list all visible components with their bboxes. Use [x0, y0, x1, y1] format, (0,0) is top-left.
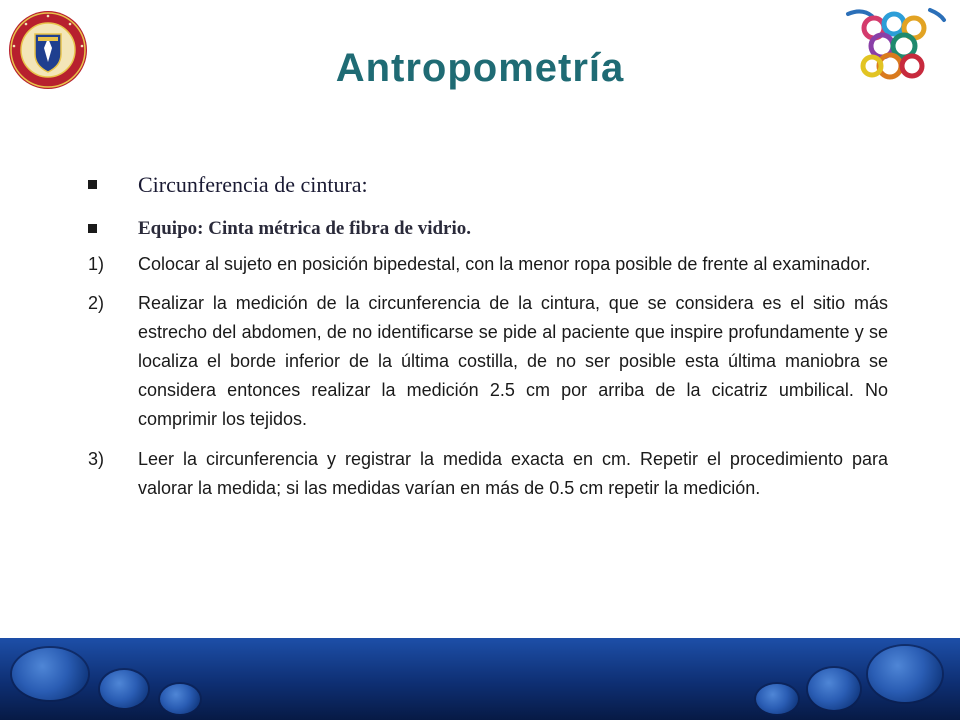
page-title: Antropometría: [335, 46, 625, 90]
step-text: Realizar la medición de la circunferencia de la cintura, que se considera es el sitio más estrecho del abdomen, de no identificarse se pide al paciente que inspire profundamente y se localiza el borde inferior de la última costilla, de no ser posible esta última maniobra se considera entonces realizar la medición 2.5 cm por arriba de la cicatriz umbilical. No comprimir los tejidos.: [138, 293, 888, 429]
decorative-bubble: [868, 646, 942, 702]
step-number: 1): [88, 254, 105, 274]
square-bullet-icon: [88, 224, 97, 233]
step-text: Leer la circunferencia y registrar la medida exacta en cm. Repetir el procedimiento para valorar la medida; si las medidas varían en más de 0.5 cm repetir la medición.: [138, 449, 888, 498]
step-item-2: [88, 289, 888, 434]
bullet-text: Circunferencia de cintura:: [138, 172, 368, 197]
bullet-item-equipment: [88, 214, 888, 244]
decorative-bubble: [756, 684, 798, 714]
step-number: 3): [88, 449, 105, 469]
step-item-3: [88, 445, 888, 503]
footer-band: [0, 638, 960, 720]
step-number: 2): [88, 293, 105, 313]
decorative-bubble: [808, 668, 860, 710]
step-item-1: [88, 250, 888, 279]
step-text: Colocar al sujeto en posición bipedestal, con la menor ropa posible de frente al examinador.: [138, 254, 871, 274]
decorative-bubble: [12, 648, 88, 700]
square-bullet-icon: [88, 180, 97, 189]
decorative-bubble: [160, 684, 200, 714]
bullet-item-topic: [88, 170, 888, 200]
content-body: [88, 166, 888, 503]
decorative-bubble: [100, 670, 148, 708]
bullet-text: Equipo: Cinta métrica de fibra de vidrio.: [138, 218, 472, 239]
